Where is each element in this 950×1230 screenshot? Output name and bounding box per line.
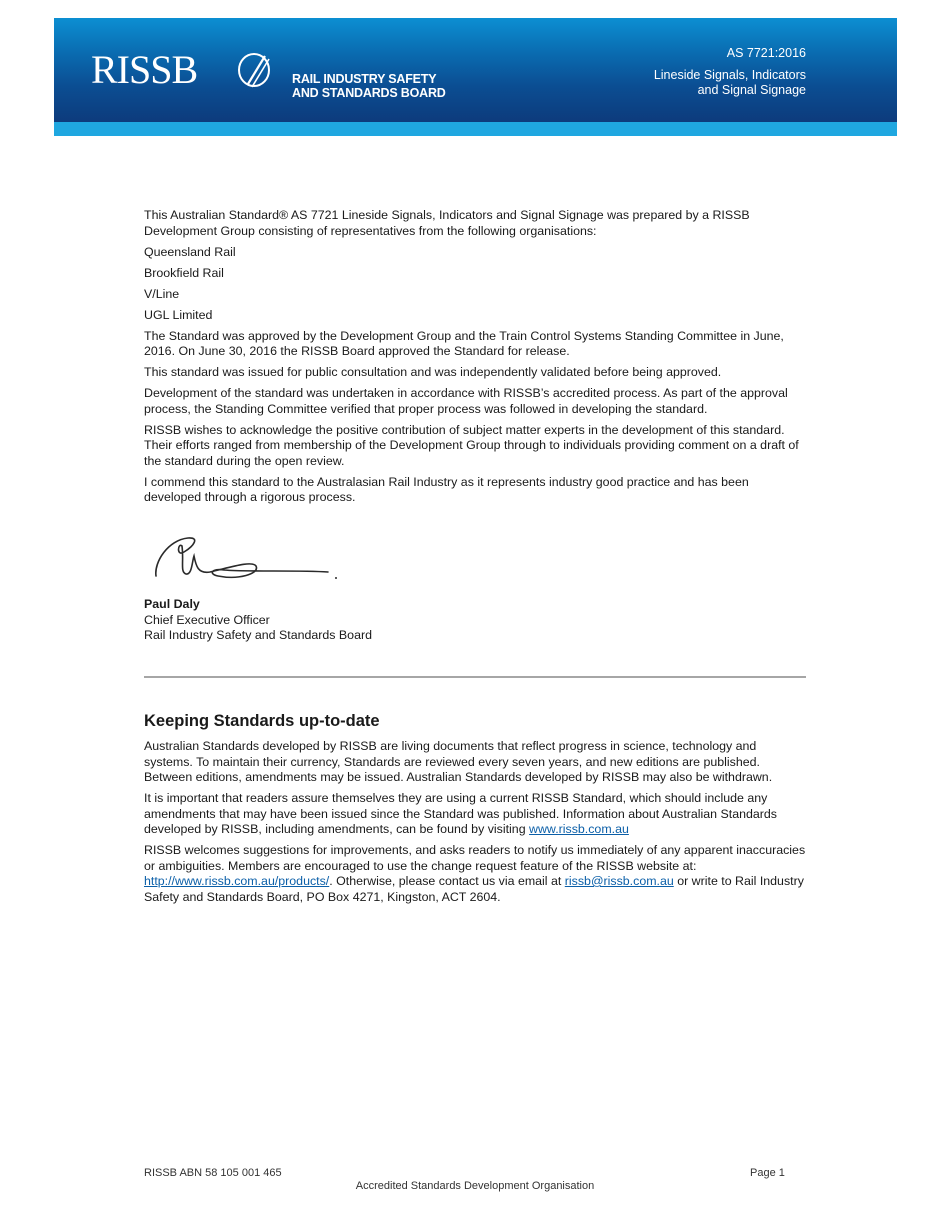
signer-organisation: Rail Industry Safety and Standards Board: [144, 628, 372, 642]
signer-role: Chief Executive Officer: [144, 612, 270, 627]
suggestions-paragraph: RISSB welcomes suggestions for improvements, and asks readers to notify us immediately of any apparent inaccuracies or ambiguities. Members are encouraged to use the change request feature of the RISSB website at: http://www.rissb.com.au/products/. Otherwise, please contact us via email at rissb@rissb.com.au or write to Rail Industry Safety and Standards Board, PO Box 4271, Kingston, ACT 2604.: [144, 843, 806, 904]
logo-board-name: [292, 72, 446, 100]
rissb-website-link[interactable]: www.rissb.com.au: [529, 822, 629, 836]
organisation-item: V/Line: [144, 286, 180, 301]
logo-line-1: RAIL INDUSTRY SAFETY: [292, 72, 437, 86]
process-paragraph: Development of the standard was undertaken in accordance with RISSB’s accredited process. As part of the approval process, the Standing Committee verified that proper process was followed in developing the standard.: [144, 386, 788, 416]
footer-page-number: Page 1: [750, 1167, 785, 1179]
consultation-paragraph: This standard was issued for public consultation and was independently validated before being approved.: [144, 365, 722, 379]
intro-paragraph: This Australian Standard® AS 7721 Lineside Signals, Indicators and Signal Signage was prepared by a RISSB Development Group consisting of representatives from the following organisations:: [144, 208, 750, 238]
contact-email-link[interactable]: rissb@rissb.com.au: [564, 874, 674, 888]
document-title-line-2: and Signal Signage: [697, 83, 806, 97]
document-code: AS 7721:2016: [726, 46, 806, 60]
footer-abn: RISSB ABN 58 105 001 465: [144, 1167, 282, 1179]
approval-paragraph: The Standard was approved by the Development Group and the Train Control Systems Standing Committee in June, 2016. On June 30, 2016 the RISSB Board approved the Standard for release.: [144, 328, 784, 358]
organisation-item: Brookfield Rail: [144, 265, 224, 280]
living-documents-paragraph: Australian Standards developed by RISSB are living documents that reflect progress in science, technology and systems. To maintain their currency, Standards are reviewed every seven years, and new editions are published. Between editions, amendments may be issued. Australian Standards developed by RISSB may also be withdrawn.: [144, 739, 773, 784]
products-page-link[interactable]: http://www.rissb.com.au/products/: [144, 874, 330, 888]
header-accent-strip: [54, 122, 897, 136]
ceo-signature: [148, 532, 348, 592]
logo-line-2: AND STANDARDS BOARD: [292, 86, 446, 100]
commendation-paragraph: I commend this standard to the Australasian Rail Industry as it represents industry good practice and has been developed through a rigorous process.: [144, 474, 749, 504]
rissb-logo-swoosh-icon: [234, 50, 276, 90]
keeping-standards-heading: Keeping Standards up-to-date: [144, 712, 380, 730]
signer-name: Paul Daly: [144, 597, 200, 611]
intro-section: [144, 208, 806, 511]
current-standard-paragraph: It is important that readers assure themselves they are using a current RISSB Standard, which should include any amendments that may have been issued since the Standard was published. Information about Australian Standards developed by RISSB, including amendments, can be found by visiting www.rissb.com.au: [144, 791, 777, 836]
document-title: [654, 68, 806, 98]
section-divider: [144, 676, 806, 678]
signer-block: [144, 597, 372, 644]
document-title-line-1: Lineside Signals, Indicators: [653, 68, 806, 82]
footer-accreditation: Accredited Standards Development Organisation: [355, 1180, 595, 1192]
organisation-item: Queensland Rail: [144, 244, 236, 259]
acknowledgement-paragraph: RISSB wishes to acknowledge the positive contribution of subject matter experts in the development of this standard. Their efforts ranged from membership of the Development Group through to individuals providing comment on a draft of the standard during the open review.: [144, 422, 799, 468]
organisation-item: UGL Limited: [144, 307, 213, 322]
rissb-logo-wordmark: RISSB: [91, 47, 198, 92]
keeping-standards-section: [144, 739, 806, 911]
